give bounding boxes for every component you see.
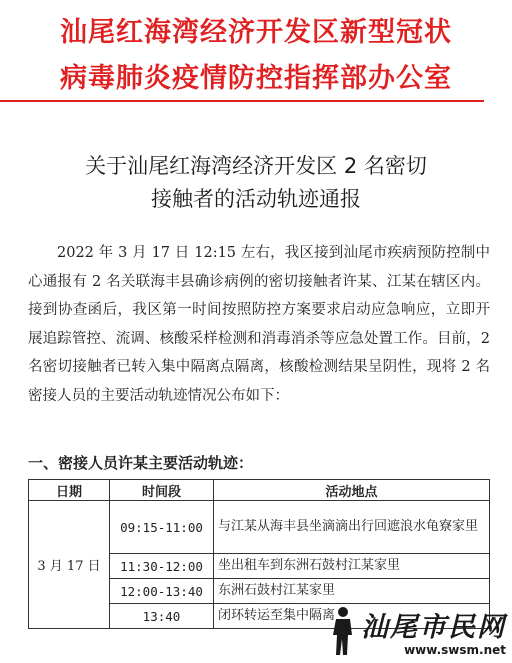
section-heading: 一、密接人员许某主要活动轨迹： xyxy=(28,454,254,472)
issuer-header-line-2: 病毒肺炎疫情防控指挥部办公室 xyxy=(60,63,452,94)
table-header-row xyxy=(29,480,490,501)
place-cell: 与江某从海丰县坐滴滴出行回遮浪水龟寮家里 xyxy=(214,501,490,554)
place-cell: 东洲石鼓村江某家里 xyxy=(214,579,490,604)
body-paragraph xyxy=(28,239,490,410)
watermark-url: www.swsm.net xyxy=(404,643,506,657)
header-divider xyxy=(0,100,484,102)
table-row xyxy=(29,501,490,554)
issuer-header-line-1: 汕尾红海湾经济开发区新型冠状 xyxy=(60,17,452,48)
watermark-text xyxy=(361,613,506,657)
site-watermark xyxy=(327,605,506,657)
document-title-line-2: 接触者的活动轨迹通报 xyxy=(151,187,361,211)
header-time: 时间段 xyxy=(110,480,214,501)
place-cell: 闭环转运至集中隔离 xyxy=(214,604,490,629)
header-place: 活动地点 xyxy=(214,480,490,501)
time-cell: 09:15-11:00 xyxy=(110,501,214,554)
time-cell: 12:00-13:40 xyxy=(110,579,214,604)
person-silhouette-icon xyxy=(327,605,357,657)
header-date: 日期 xyxy=(29,480,110,501)
time-cell: 13:40 xyxy=(110,604,214,629)
date-cell: 3 月 17 日 xyxy=(29,501,110,629)
time-cell: 11:30-12:00 xyxy=(110,554,214,579)
watermark-site-name: 汕尾市民网 xyxy=(361,612,506,643)
body-paragraph-text: 2022 年 3 月 17 日 12:15 左右，我区接到汕尾市疾病预防控制中心通报有 2 名关联海丰县确诊病例的密切接触者许某、江某在辖区内。接到协查函后，我区第一时间按照防控方案要求启动应急响应，立即开展追踪管控、流调、核酸采样检测和消毒消杀等应急处置工作。目前，2 名密切接触者已转入集中隔离点隔离，核酸检测结果呈阴性，现将 2 名密接人员的主要活动轨迹情况公布如下： xyxy=(28,245,490,404)
place-cell: 坐出租车到东洲石鼓村江某家里 xyxy=(214,554,490,579)
document-title-line-1: 关于汕尾红海湾经济开发区 2 名密切 xyxy=(85,154,427,178)
